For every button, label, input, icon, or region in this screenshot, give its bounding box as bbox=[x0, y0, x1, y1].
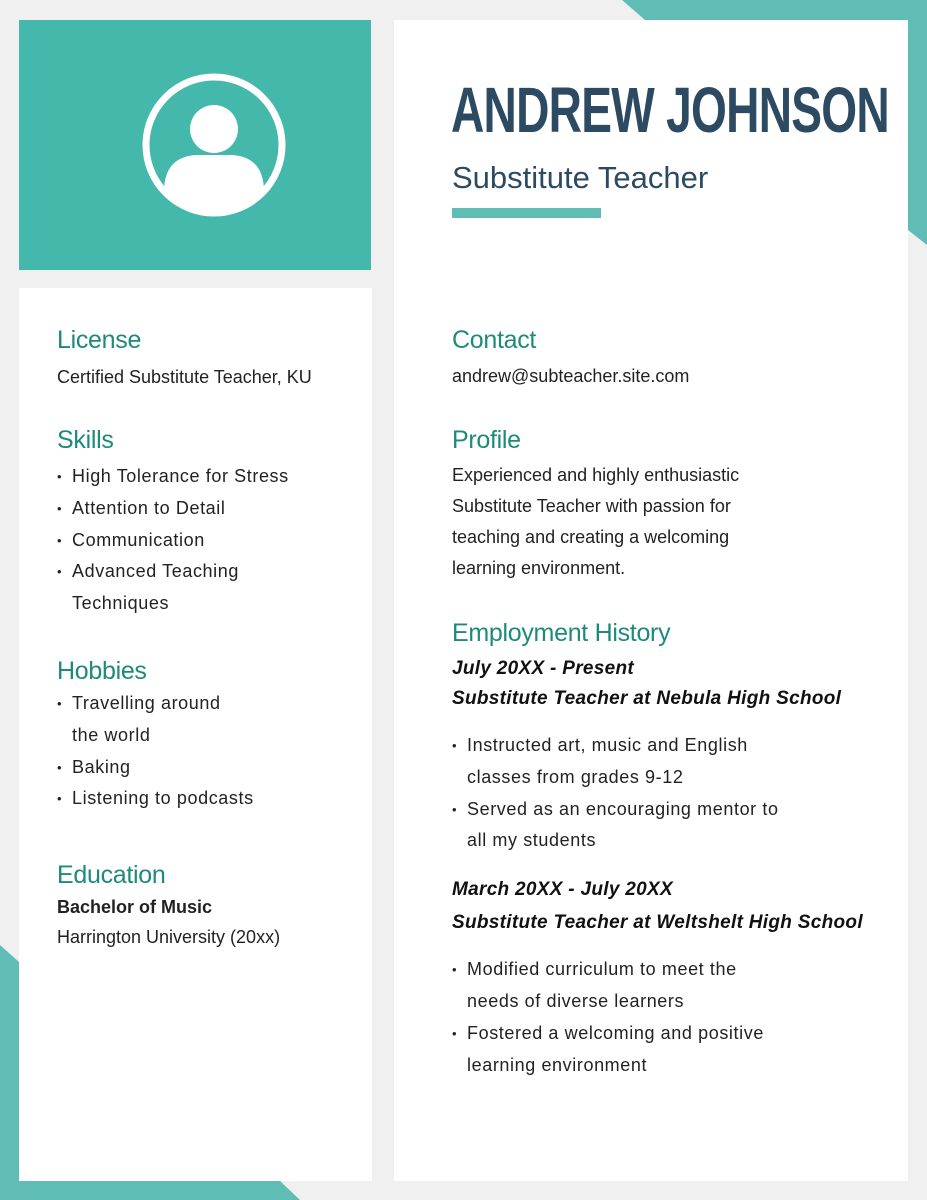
skill-item: • Attention to Detail bbox=[57, 493, 302, 525]
right-column bbox=[394, 20, 908, 1181]
profile-section bbox=[452, 423, 782, 584]
job-role: Substitute Teacher at Nebula High School bbox=[452, 688, 842, 709]
job-entry bbox=[452, 654, 892, 857]
education-section bbox=[57, 858, 357, 953]
job-bullets bbox=[452, 954, 792, 1081]
hobbies-list bbox=[57, 688, 357, 815]
job-entry bbox=[452, 873, 892, 1081]
job-dates: July 20XX - Present bbox=[452, 658, 635, 679]
hobby-item: • Listening to podcasts bbox=[57, 783, 357, 815]
job-bullet: • Served as an encouraging mentor to all my students bbox=[452, 794, 797, 858]
education-degree: Bachelor of Music bbox=[57, 897, 213, 917]
skill-item: • Advanced Teaching Techniques bbox=[57, 556, 262, 620]
profile-heading: Profile bbox=[452, 426, 521, 454]
hobbies-heading: Hobbies bbox=[57, 657, 147, 685]
skill-item: • High Tolerance for Stress bbox=[57, 461, 302, 493]
job-dates: March 20XX - July 20XX bbox=[452, 879, 673, 901]
hobbies-section bbox=[57, 654, 357, 815]
contact-section bbox=[452, 323, 872, 392]
job-title: Substitute Teacher bbox=[452, 160, 709, 195]
title-underline bbox=[452, 208, 601, 218]
contact-email[interactable]: andrew@subteacher.site.com bbox=[452, 366, 690, 386]
user-avatar-icon bbox=[141, 72, 287, 218]
hobby-item: • Baking bbox=[57, 752, 357, 784]
education-heading: Education bbox=[57, 861, 166, 889]
candidate-name: ANDREW JOHNSON bbox=[451, 74, 889, 146]
license-text: Certified Substitute Teacher, KU bbox=[57, 367, 312, 387]
employment-heading: Employment History bbox=[452, 619, 671, 647]
job-bullet: • Modified curriculum to meet the needs of diverse learners bbox=[452, 954, 792, 1018]
job-bullet: • Fostered a welcoming and positive learning environment bbox=[452, 1018, 792, 1082]
skills-heading: Skills bbox=[57, 426, 114, 454]
license-section bbox=[57, 323, 367, 393]
job-bullets bbox=[452, 730, 797, 857]
skills-list bbox=[57, 461, 302, 620]
left-column bbox=[19, 288, 372, 1181]
photo-panel bbox=[19, 20, 371, 270]
employment-section bbox=[452, 616, 892, 1081]
hobby-item: • Travelling around the world bbox=[57, 688, 237, 752]
job-role: Substitute Teacher at Weltshelt High School bbox=[452, 912, 863, 934]
education-school: Harrington University (20xx) bbox=[57, 927, 281, 947]
contact-heading: Contact bbox=[452, 326, 537, 354]
profile-text: Experienced and highly enthusiastic Substitute Teacher with passion for teaching and creating a welcoming learning environment. bbox=[452, 465, 740, 578]
license-heading: License bbox=[57, 326, 142, 354]
skill-item: • Communication bbox=[57, 525, 302, 557]
skills-section bbox=[57, 423, 357, 620]
job-bullet: • Instructed art, music and English classes from grades 9-12 bbox=[452, 730, 797, 794]
